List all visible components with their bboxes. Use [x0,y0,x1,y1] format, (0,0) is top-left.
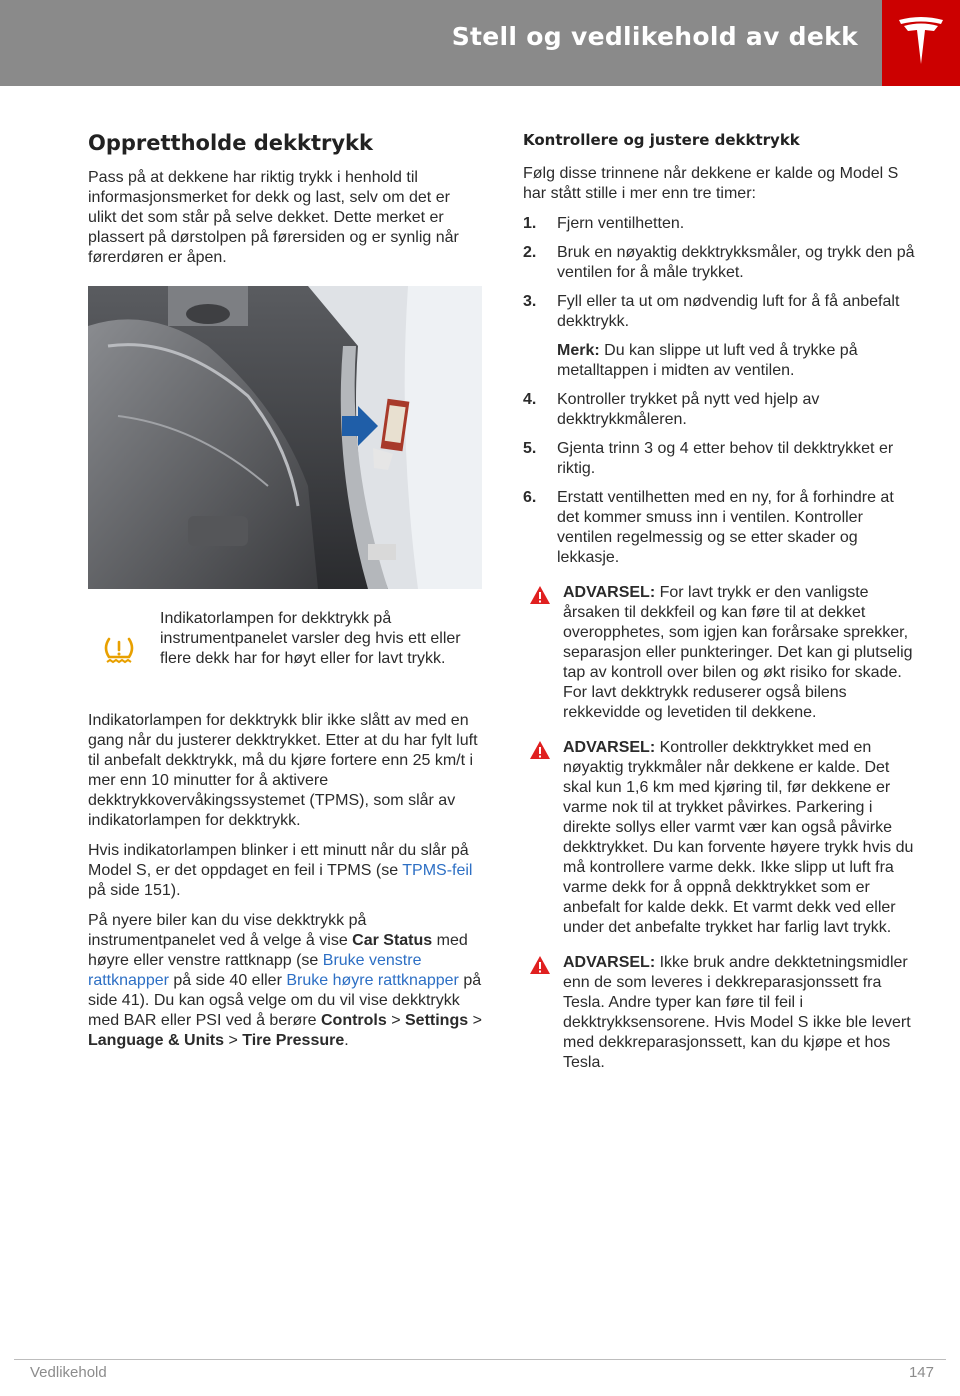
ui-term-settings: Settings [405,1012,469,1029]
ui-term-language-units: Language & Units [88,1032,225,1049]
warning-text: Ikke bruk andre dekktetningsmidler enn de som leveres i dekkreparasjonssett fra Tesla. Andre typer kan føre til feil i dekktrykksensorene. Hvis Model S ikke ble levert med dekkreparasjonssett, kan du kjøpe et hos Tesla. [563,954,911,1071]
paragraph [88,911,482,1051]
chapter-title: Stell og vedlikehold av dekk [451,22,858,51]
steps-list [523,214,918,332]
text: med høyre eller venstre rattknapp (se [88,932,468,969]
link-hoyre-rattknapper[interactable]: Bruke høyre rattknapper [286,972,459,989]
separator: > [386,1012,405,1029]
text: på side 40 eller [168,972,287,989]
footer-divider [14,1359,946,1360]
section-heading: Opprettholde dekktrykk [88,131,373,155]
step-item [523,292,918,332]
note-text: Du kan slippe ut luft ved å trykke på metalltappen i midten av ventilen. [557,342,858,379]
steps-list [523,390,918,568]
step-text: Erstatt ventilhetten med en ny, for å forhindre at det kommer smuss inn i ventilen. Kontroller ventilen regelmessig og se etter skader og lekkasje. [557,489,894,566]
step-item [523,488,918,568]
ui-term-controls: Controls [320,1012,387,1029]
warning-icon [529,585,551,605]
warning-icon [529,740,551,760]
left-column [88,130,482,1061]
paragraph [88,841,482,901]
step-item [523,214,918,234]
step-number: 5. [523,440,537,457]
separator: > [224,1032,243,1049]
indicator-text: Indikatorlampen for dekktrykk på instrumentpanelet varsler deg hvis ett eller flere dekk har for høyt eller for lavt trykk. [160,610,461,667]
text: På nyere biler kan du vise dekktrykk på instrumentpanelet ved å velge å vise [88,912,367,949]
step-number: 1. [523,215,537,232]
door-pillar-photo [88,286,482,589]
page-header [0,0,960,86]
tesla-logo [882,0,960,86]
warning-label: ADVARSEL: [563,739,656,756]
note-label: Merk: [557,342,600,359]
tpms-warning-icon [102,635,136,667]
link-tpms-feil[interactable]: TPMS-feil [402,862,473,879]
warning-block [523,953,918,1073]
step-item [523,390,918,430]
link-venstre-rattknapper[interactable]: Bruke venstre rattknapper [88,952,422,989]
separator: > [468,1012,482,1029]
tpms-indicator-block [88,609,482,691]
intro-paragraph: Pass på at dekkene har riktig trykk i henhold til informasjonsmerket for dekk og last, selv om det er ulikt det som står på selve dekket. Dette merket er plassert på dørstolpen på førersiden og er synlig når førerdøren er åpen. [88,169,459,266]
step-text: Fjern ventilhetten. [557,215,685,232]
tesla-logo-icon [896,16,946,70]
step-number: 4. [523,391,537,408]
step-text: Fyll eller ta ut om nødvendig luft for å få anbefalt dekktrykk. [557,293,900,330]
warning-text: For lavt trykk er den vanligste årsaken til dekkfeil og kan føre til at dekket overopphetes, som igjen kan forårsake sprekker, separasjon eller punkteringer. Det kan gi plutselig tap av kontroll over bilen og økt risiko for skade. For lavt dekktrykk reduserer også bilens rekkevidde og levetiden til dekkene. [563,584,913,721]
step-text: Kontroller trykket på nytt ved hjelp av dekktrykkmåleren. [557,391,820,428]
step-text: Bruk en nøyaktig dekktrykksmåler, og trykk den på ventilen for å måle trykket. [557,244,915,281]
ui-term-tire-pressure: Tire Pressure [242,1032,345,1049]
warning-block [523,738,918,938]
step-item [523,243,918,283]
subsection-heading: Kontrollere og justere dekktrykk [523,131,800,149]
step-number: 2. [523,244,537,261]
note [523,341,918,381]
intro-paragraph: Følg disse trinnene når dekkene er kalde og Model S har stått stille i mer enn tre timer: [523,165,899,202]
text: på side 151). [88,882,181,899]
step-number: 3. [523,293,537,310]
warning-icon [529,955,551,975]
paragraph: Indikatorlampen for dekktrykk blir ikke slått av med en gang når du justerer dekktrykket. Etter at du har fylt luft til anbefalt dekktrykk, må du kjøre fortere enn 25 km/t i mer enn 10 minutter for å aktivere dekktrykkovervåkingssystemet (TPMS), som slår av indikatorlampen for dekktrykk. [88,712,478,829]
warning-label: ADVARSEL: [563,954,656,971]
text: på side 41). Du kan også velge om du vil vise dekktrykk med BAR eller PSI ved å berøre [88,972,482,1029]
text: Hvis indikatorlampen blinker i ett minutt når du slår på Model S, er det oppdaget en feil i TPMS (se [88,842,469,879]
step-text: Gjenta trinn 3 og 4 etter behov til dekktrykket er riktig. [557,440,894,477]
step-number: 6. [523,489,537,506]
page-number: 147 [908,1364,934,1381]
warning-text: Kontroller dekktrykket med en nøyaktig trykkmåler når dekkene er kalde. Det skal kun 1,6 km med kjøring til, før dekkene er varme nok til at trykket påvirkes. Parkering i direkte sollys eller varmt vær kan også påvirke dekktrykket. Du kan forvente høyere trykk hvis du må kontrollere varme dekk. Ikke slipp ut luft fra varme dekk for å oppnå dekktrykket som er anbefalt for kalde dekk. Et varmt dekk ved eller under det anbefalte trykket har farlig lavt trykk. [563,739,914,936]
warning-label: ADVARSEL: [563,584,656,601]
warning-block [523,583,918,723]
text: . [344,1032,349,1049]
step-item [523,439,918,479]
ui-term-car-status: Car Status [352,932,433,949]
footer-section: Vedlikehold [30,1364,107,1381]
right-column [523,130,918,1087]
